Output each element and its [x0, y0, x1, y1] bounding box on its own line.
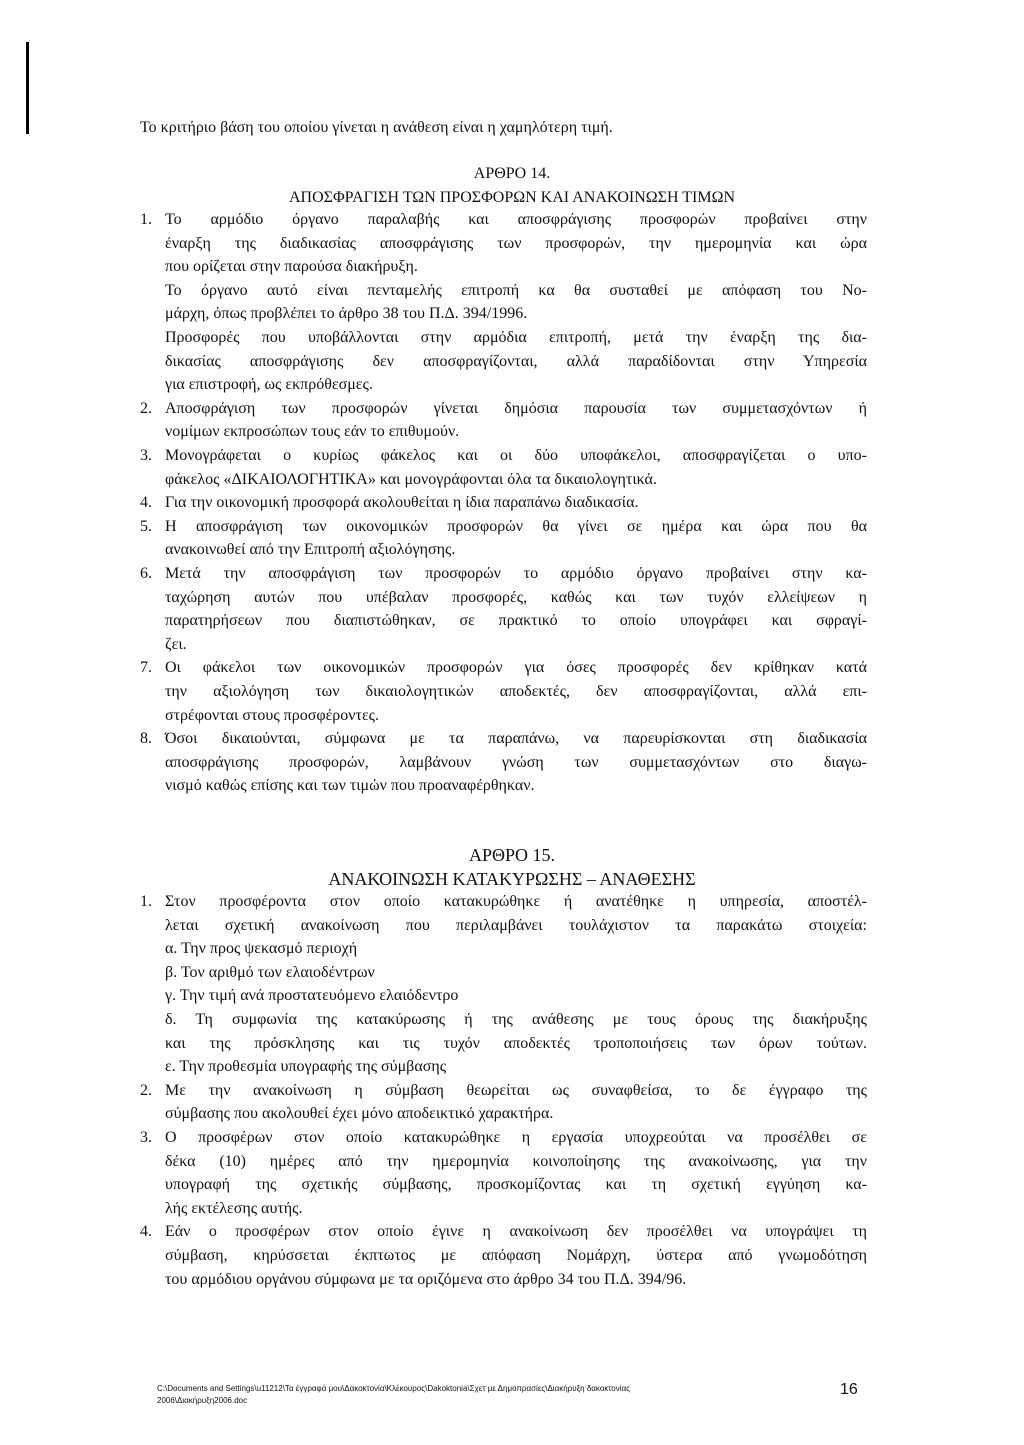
item-number: 1.: [140, 893, 152, 910]
paragraph-line: Μονογράφεται ο κυρίως φάκελος και οι δύο υποφάκελοι, αποσφραγίζεται ο υπο-: [165, 447, 867, 464]
item-number: 1.: [140, 211, 152, 228]
paragraph-line: δέκα (10) ημέρες από την ημερομηνία κοινοποίησης της ανακοίνωσης, για την: [165, 1152, 867, 1170]
item-number: 2.: [140, 1081, 152, 1099]
paragraph-line: δ. Τη συμφωνία της κατακύρωσης ή της ανάθεσης με τους όρους της διακήρυξης: [165, 1011, 867, 1028]
paragraph-line: παρατηρήσεων που διαπιστώθηκαν, σε πρακτικό το οποίο υπογράφει και σφραγί-: [165, 612, 867, 630]
paragraph-line: του αρμόδιου οργάνου σύμφωνα με τα οριζόμενα στο άρθρο 34 του Π.Δ. 394/96.: [165, 1270, 687, 1288]
paragraph-line: ταχώρηση αυτών που υπέβαλαν προσφορές, καθώς και των τυχόν ελλείψεων η: [165, 588, 867, 606]
paragraph-line: Το αρμόδιο όργανο παραλαβής και αποσφράγισης προσφορών προβαίνει στην: [165, 211, 867, 228]
item-number: 8.: [140, 730, 152, 748]
paragraph-line: νισμό καθώς επίσης και των τιμών που προαναφέρθηκαν.: [165, 777, 535, 795]
paragraph-line: στρέφονται στους προσφέροντες.: [165, 706, 379, 724]
paragraph-line: για επιστροφή, ως εκπρόθεσμες.: [165, 376, 373, 394]
item-number: 7.: [140, 659, 152, 677]
paragraph-line: μάρχη, όπως προβλέπει το άρθρο 38 του Π.Δ. 394/1996.: [165, 305, 528, 323]
paragraph-line: Προσφορές που υποβάλλονται στην αρμόδια επιτροπή, μετά την έναρξη της δια-: [165, 329, 867, 346]
paragraph-line: α. Την προς ψεκασμό περιοχή: [165, 940, 358, 958]
paragraph-line: γ. Την τιμή ανά προστατευόμενο ελαιόδεντρο: [165, 987, 459, 1005]
item-number: 4.: [140, 494, 152, 512]
paragraph-line: ανακοινωθεί από την Επιτροπή αξιολόγησης.: [165, 541, 456, 559]
item-number: 4.: [140, 1223, 152, 1241]
footer-file-path-2: 2006\Διακήρυξη2006.doc: [157, 1396, 248, 1405]
paragraph-line: Αποσφράγιση των προσφορών γίνεται δημόσια παρουσία των συμμετασχόντων ή: [165, 399, 867, 417]
paragraph-line: λεται σχετική ανακοίνωση που περιλαμβάνει τουλάχιστον τα παρακάτω στοιχεία:: [165, 916, 867, 934]
article-subtitle: ΑΝΑΚΟΙΝΩΣΗ ΚΑΤΑΚΥΡΩΣΗΣ – ΑΝΑΘΕΣΗΣ: [328, 869, 696, 889]
item-number: 3.: [140, 447, 152, 464]
paragraph-line: Για την οικονομική προσφορά ακολουθείται η ίδια παραπάνω διαδικασία.: [165, 494, 639, 512]
item-number: 3.: [140, 1129, 152, 1146]
paragraph-line: σύμβασης που ακολουθεί έχει μόνο αποδεικτικό χαρακτήρα.: [165, 1105, 554, 1123]
paragraph-line: λής εκτέλεσης αυτής.: [165, 1199, 303, 1217]
footer-file-path: C:\Documents and Settings\u11212\Τα έγγραφά μου\Δακοκτονία\Κλέκουρος\Dakoktonia\Σχετ με Δημοπρασίες\Διακήρυξη δακοκτονίας: [157, 1384, 631, 1393]
paragraph-line: που ορίζεται στην παρούσα διακήρυξη.: [165, 258, 418, 276]
paragraph-line: σύμβαση, κηρύσσεται έκπτωτος με απόφαση Νομάρχη, ύστερα από γνωμοδότηση: [165, 1247, 867, 1264]
paragraph-line: Όσοι δικαιούνται, σύμφωνα με τα παραπάνω, να παρευρίσκονται στη διαδικασία: [165, 730, 867, 748]
paragraph-line: φάκελος «ΔΙΚΑΙΟΛΟΓΗΤΙΚΑ» και μονογράφονται όλα τα δικαιολογητικά.: [165, 470, 657, 488]
intro-paragraph: Το κριτήριο βάση του οποίου γίνεται η ανάθεση είναι η χαμηλότερη τιμή.: [140, 119, 613, 136]
paragraph-line: Εάν ο προσφέρων στον οποίο έγινε η ανακοίνωση δεν προσέλθει να υπογράψει τη: [165, 1223, 867, 1241]
paragraph-line: Μετά την αποσφράγιση των προσφορών το αρμόδιο όργανο προβαίνει στην κα-: [165, 565, 867, 582]
paragraph-line: Το όργανο αυτό είναι πενταμελής επιτροπή κα θα συσταθεί με απόφαση του Νο-: [165, 281, 867, 299]
article-title: ΑΡΘΡΟ 14.: [473, 165, 551, 182]
item-number: 2.: [140, 399, 152, 417]
paragraph-line: Η αποσφράγιση των οικονομικών προσφορών θα γίνει σε ημέρα και ώρα που θα: [165, 517, 867, 535]
item-number: 5.: [140, 517, 152, 535]
paragraph-line: νομίμων εκπροσώπων τους εάν το επιθυμούν.: [165, 423, 460, 441]
paragraph-line: ζει.: [165, 635, 187, 653]
paragraph-line: και της πρόσκλησης και τις τυχόν αποδεκτές τροποποιήσεις των όρων τούτων.: [165, 1034, 867, 1052]
paragraph-line: υπογραφή της σχετικής σύμβασης, προσκομίζοντας και τη σχετική εγγύηση κα-: [165, 1176, 867, 1194]
article-subtitle: ΑΠΟΣΦΡΑΓΙΣΗ ΤΩΝ ΠΡΟΣΦΟΡΩΝ ΚΑΙ ΑΝΑΚΟΙΝΩΣΗ ΤΙΜΩΝ: [288, 189, 736, 206]
paragraph-line: ε. Την προθεσμία υπογραφής της σύμβασης: [165, 1058, 447, 1076]
paragraph-line: έναρξη της διαδικασίας αποσφράγισης των προσφορών, την ημερομηνία και ώρα: [165, 234, 867, 252]
paragraph-line: Στον προσφέροντα στον οποίο κατακυρώθηκε ή ανατέθηκε η υπηρεσία, αποστέλ-: [165, 893, 867, 910]
paragraph-line: Οι φάκελοι των οικονομικών προσφορών για όσες προσφορές δεν κρίθηκαν κατά: [165, 659, 867, 677]
item-number: 6.: [140, 565, 152, 582]
scan-margin-mark: [26, 42, 29, 134]
paragraph-line: β. Τον αριθμό των ελαιοδέντρων: [165, 963, 375, 981]
article-title: ΑΡΘΡΟ 15.: [468, 845, 556, 865]
paragraph-line: δικασίας αποσφράγισης δεν αποσφραγίζονται, αλλά παραδίδονται στην Υπηρεσία: [165, 352, 867, 370]
paragraph-line: αποσφράγισης προσφορών, λαμβάνουν γνώση των συμμετασχόντων στο διαγω-: [165, 753, 867, 771]
paragraph-line: Ο προσφέρων στον οποίο κατακυρώθηκε η εργασία υποχρεούται να προσέλθει σε: [165, 1129, 867, 1146]
page-number: 16: [840, 1381, 858, 1398]
paragraph-line: την αξιολόγηση των δικαιολογητικών αποδεκτές, δεν αποσφραγίζονται, αλλά επι-: [165, 683, 867, 700]
paragraph-line: Με την ανακοίνωση η σύμβαση θεωρείται ως συναφθείσα, το δε έγγραφο της: [165, 1081, 867, 1099]
